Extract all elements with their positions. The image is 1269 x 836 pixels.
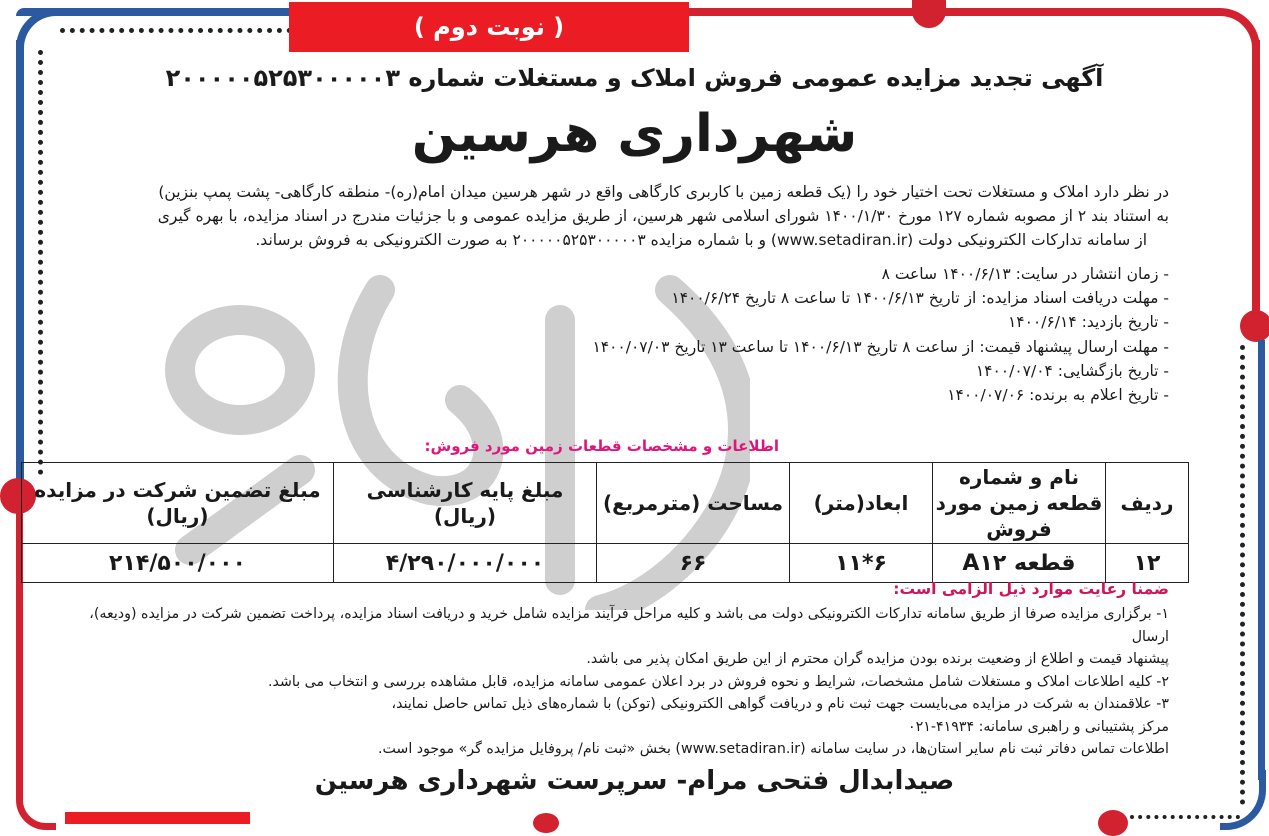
publication-round-banner: ( نوبت دوم ) — [289, 2, 689, 52]
note-item: اطلاعات تماس دفاتر ثبت نام سایر استان‌ها، در سایت سامانه (www.setadiran.ir) بخش «ثبت نام/ پروفایل مزایده گر» موجود است. — [377, 741, 1169, 757]
dotted-border-right — [1240, 345, 1245, 805]
lots-section-title: اطلاعات و مشخصات قطعات زمین مورد فروش: — [424, 437, 779, 455]
column-header-row-number: ردیف — [1106, 463, 1189, 544]
note-item: پیشنهاد قیمت و اطلاع از وضعیت برنده بودن مزایده گران محترم از این طریق امکان پذیر می باشد. — [586, 651, 1169, 667]
column-header-dimensions: ابعاد(متر) — [790, 463, 933, 544]
schedule-list — [100, 262, 1169, 407]
intro-line: به استناد بند ۲ از مصوبه شماره ۱۲۷ مورخ ۱۴۰۰/۱/۳۰ شورای اسلامی شهر هرسین، از طریق مزایده عمومی و با جزئیات مندرج در اسناد مزایده، با بهره گیری — [157, 207, 1169, 225]
table-header-row — [22, 463, 1189, 544]
signature: صیدابدال فتحی مرام- سرپرست شهرداری هرسین — [314, 766, 955, 796]
notes-title: ضمنا رعایت موارد ذیل الزامی است: — [893, 580, 1169, 598]
cell-area: ۶۶ — [597, 544, 790, 583]
frame-dot-bottom-right — [1098, 810, 1128, 836]
table-row — [22, 544, 1189, 583]
frame-dot-top — [912, 0, 946, 28]
column-header-area: مساحت (مترمربع) — [597, 463, 790, 544]
frame-corner-top-right — [1200, 8, 1260, 68]
cell-base-price: ۴/۲۹۰/۰۰۰/۰۰۰ — [334, 544, 597, 583]
dotted-border-bottom — [1130, 815, 1240, 819]
dotted-border-top — [60, 28, 292, 33]
cell-lot-name: قطعه A۱۲ — [933, 544, 1106, 583]
lots-table — [21, 462, 1189, 583]
column-header-guarantee-amount: مبلغ تضمین شرکت در مزایده (ریال) — [22, 463, 334, 544]
cell-guarantee-amount: ۲۱۴/۵۰۰/۰۰۰ — [22, 544, 334, 583]
schedule-item-winner-announcement: - تاریخ اعلام به برنده: ۱۴۰۰/۰۷/۰۶ — [947, 386, 1169, 405]
note-item: ۳- علاقمندان به شرکت در مزایده می‌بایست جهت ثبت نام و دریافت گواهی الکترونیکی (توکن) با شماره‌های ذیل تماس حاصل نمایند، — [391, 696, 1169, 712]
intro-line: در نظر دارد املاک و مستغلات تحت اختیار خود را (یک قطعه زمین با کاربری کارگاهی واقع در شهر هرسین میدان امام(ره)- منطقه کارگاهی- پشت پمپ بنزین) — [158, 183, 1169, 201]
column-header-lot-name: نام و شماره قطعه زمین مورد فروش — [933, 463, 1106, 544]
cell-dimensions: ۶*۱۱ — [790, 544, 933, 583]
intro-paragraph — [100, 180, 1169, 252]
cell-row-number: ۱۲ — [1106, 544, 1189, 583]
schedule-item-bid-deadline: - مهلت ارسال پیشنهاد قیمت: از ساعت ۸ تاریخ ۱۴۰۰/۶/۱۳ تا ساعت ۱۳ تاریخ ۱۴۰۰/۰۷/۰۳ — [592, 337, 1169, 356]
frame-line-top-red — [680, 8, 1220, 16]
note-item: ۱- برگزاری مزایده صرفا از طریق سامانه تدارکات الکترونیکی دولت می باشد و کلیه مراحل فرآیند مزایده شامل خرید و دریافت اسناد مزایده، پرداخت تضمین شرکت در مزایده (ودیعه)، ارسال — [89, 606, 1169, 645]
frame-dot-right — [1240, 310, 1269, 342]
frame-line-right-red — [1252, 40, 1260, 330]
municipality-name: شهرداری هرسین — [411, 104, 858, 164]
schedule-item-opening-date: - تاریخ بازگشایی: ۱۴۰۰/۰۷/۰۴ — [975, 361, 1169, 380]
frame-line-top-blue — [16, 8, 316, 16]
frame-line-left-blue — [16, 40, 24, 490]
frame-dot-bottom — [533, 813, 559, 833]
schedule-item-publish-time: - زمان انتشار در سایت: ۱۴۰۰/۶/۱۳ ساعت ۸ — [881, 265, 1169, 283]
notes-list — [62, 603, 1169, 761]
note-item: مرکز پشتیبانی و راهبری سامانه: ۴۱۹۳۴-۰۲۱ — [907, 718, 1169, 735]
frame-line-right-blue — [1258, 340, 1265, 780]
frame-bar-bottom — [65, 812, 250, 824]
dotted-border-left — [38, 50, 43, 475]
note-item: ۲- کلیه اطلاعات املاک و مستغلات شامل مشخصات، شرایط و نحوه فروش در برد اعلان عمومی سامانه مزایده، قابل مشاهده بررسی و انتخاب می باشد. — [268, 673, 1169, 690]
intro-line: از سامانه تدارکات الکترونیکی دولت (www.setadiran.ir) و با شماره مزایده ۲۰۰۰۰۰۵۲۵۳۰۰۰۰۰۳ به صورت الکترونیکی به فروش برساند. — [255, 231, 1147, 249]
schedule-item-visit-date: - تاریخ بازدید: ۱۴۰۰/۶/۱۴ — [1007, 313, 1169, 332]
auction-headline: آگهی تجدید مزایده عمومی فروش املاک و مستغلات شماره ۲۰۰۰۰۰۵۲۵۳۰۰۰۰۰۳ — [165, 64, 1104, 92]
schedule-item-documents-deadline: - مهلت دریافت اسناد مزایده: از تاریخ ۱۴۰۰/۶/۱۳ تا ساعت ۸ تاریخ ۱۴۰۰/۶/۲۴ — [671, 289, 1169, 308]
frame-corner-bottom-left — [16, 770, 56, 830]
frame-corner-top-left — [16, 8, 76, 68]
column-header-base-price: مبلغ پایه کارشناسی (ریال) — [334, 463, 597, 544]
